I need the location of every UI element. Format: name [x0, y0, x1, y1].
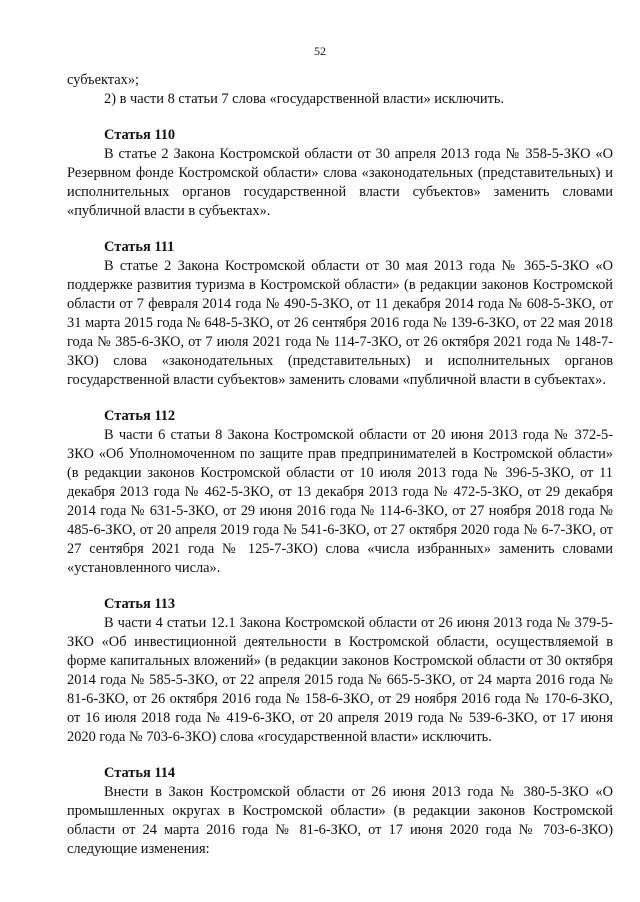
article-113 — [67, 595, 613, 747]
page-number: 52 — [314, 44, 326, 58]
article-text: В части 4 статьи 12.1 Закона Костромской области от 26 июня 2013 года № 379-5-ЗКО «Об инвестиционной деятельности в Костромской области, осуществляемой в форме капитальных вложений» (в редакции законов Костромской области от 30 октября 2014 года № 585-5-ЗКО, от 22 апреля 2015 года № 665-5-ЗКО, от 24 марта 2016 года № 81-6-ЗКО, от 26 октября 2016 года № 158-6-ЗКО, от 29 ноября 2016 года № 170-6-ЗКО, от 16 июля 2018 года № 419-6-ЗКО, от 20 апреля 2019 года № 539-6-ЗКО, от 17 июня 2020 года № 703-6-ЗКО) слова «государственной власти» исключить. — [67, 615, 613, 745]
intro-item-2: 2) в части 8 статьи 7 слова «государственной власти» исключить. — [104, 91, 505, 107]
article-111 — [67, 238, 613, 390]
article-title: Статья 112 — [104, 408, 176, 424]
article-title: Статья 114 — [104, 765, 176, 781]
article-title: Статья 110 — [104, 127, 176, 143]
article-112 — [67, 407, 613, 578]
article-title: Статья 111 — [104, 239, 175, 255]
article-text: Внести в Закон Костромской области от 26 июня 2013 года № 380-5-ЗКО «О промышленных округах в Костромской области» (в редакции законов Костромской области от 24 марта 2016 года № 81-6-ЗКО, от 17 июня 2020 года № 703-6-ЗКО) следующие изменения: — [67, 784, 613, 857]
intro-continuation: субъектах»; — [67, 72, 140, 88]
article-110 — [67, 126, 613, 221]
document-body — [67, 71, 613, 859]
article-title: Статья 113 — [104, 596, 176, 612]
article-text: В статье 2 Закона Костромской области от 30 апреля 2013 года № 358-5-ЗКО «О Резервном фонде Костромской области» слова «законодательных (представительных) и исполнительных органов государственной власти субъектов» заменить словами «публичной власти в субъектах». — [67, 146, 613, 219]
article-text: В статье 2 Закона Костромской области от 30 мая 2013 года № 365-5-ЗКО «О поддержке развития туризма в Костромской области» (в редакции законов Костромской области от 7 февраля 2014 года № 490-5-ЗКО, от 11 декабря 2014 года № 608-5-ЗКО, от 31 марта 2015 года № 648-5-ЗКО, от 26 сентября 2016 года № 139-6-ЗКО, от 22 мая 2018 года № 385-6-ЗКО, от 7 июля 2021 года № 114-7-ЗКО, от 26 октября 2021 года № 148-7-ЗКО) слова «законодательных (представительных) и исполнительных органов государственной власти субъектов» заменить словами «публичной власти в субъектах». — [67, 258, 613, 388]
article-114 — [67, 764, 613, 859]
article-text: В части 6 статьи 8 Закона Костромской области от 20 июня 2013 года № 372-5-ЗКО «Об Уполномоченном по защите прав предпринимателей в Костромской области» (в редакции законов Костромской области от 10 июля 2013 года № 396-5-ЗКО, от 11 декабря 2013 года № 462-5-ЗКО, от 13 декабря 2013 года № 472-5-ЗКО, от 29 декабря 2014 года № 631-5-ЗКО, от 29 июня 2016 года № 114-6-ЗКО, от 27 ноября 2018 года № 485-6-ЗКО, от 20 апреля 2019 года № 541-6-ЗКО, от 27 октября 2020 года № 6-7-ЗКО, от 27 сентября 2021 года № 125-7-ЗКО) слова «числа избранных» заменить словами «установленного числа». — [67, 427, 613, 576]
